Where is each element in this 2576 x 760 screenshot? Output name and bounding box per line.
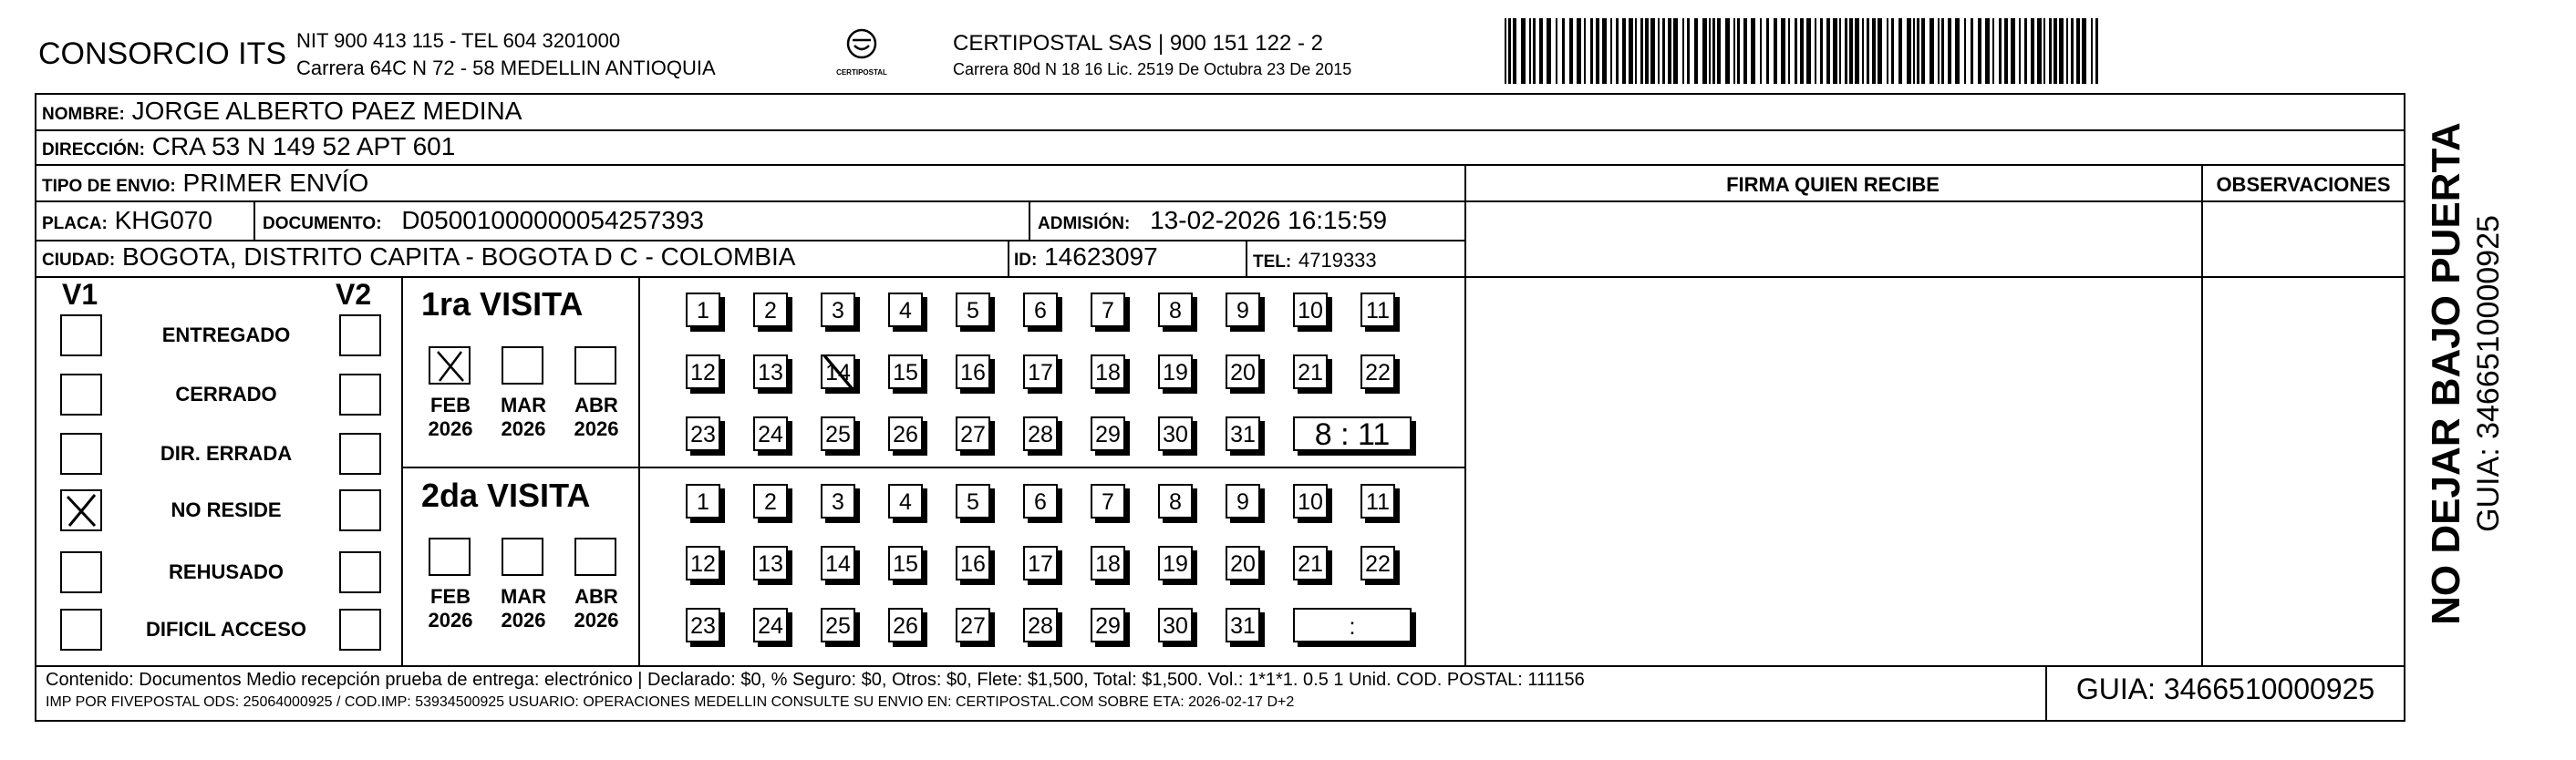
- barcode-bar: [1955, 18, 1960, 84]
- barcode-bar: [1815, 18, 1816, 84]
- barcode-bar: [1658, 18, 1660, 84]
- barcode-bar: [1992, 18, 1994, 84]
- barcode-bar: [2049, 18, 2052, 84]
- documento-label: DOCUMENTO:: [263, 214, 382, 233]
- ciudad-field: [42, 244, 795, 270]
- nombre-field: [42, 98, 522, 124]
- v1-checkbox-1[interactable]: [60, 314, 102, 356]
- barcode-bar: [1826, 18, 1830, 84]
- day-box[interactable]: 13: [753, 354, 788, 389]
- barcode-bar: [1616, 18, 1619, 84]
- barcode-bar: [1533, 18, 1536, 84]
- barcode-bar: [2054, 18, 2057, 84]
- month-checkbox[interactable]: [574, 346, 616, 385]
- barcode-bar: [1513, 18, 1516, 84]
- month-label: [494, 394, 553, 442]
- v2-checkbox-2[interactable]: [339, 374, 381, 416]
- day-box[interactable]: 17: [1023, 354, 1058, 389]
- observaciones-header: OBSERVACIONES: [2216, 173, 2391, 196]
- barcode-bar: [2091, 18, 2093, 84]
- day-box[interactable]: 9: [1226, 484, 1260, 519]
- day-box[interactable]: 8: [1158, 484, 1193, 519]
- carrier-name: CERTIPOSTAL SAS | 900 151 122 - 2: [953, 31, 1323, 56]
- day-box[interactable]: 10: [1293, 293, 1328, 327]
- tel-value: 4719333: [1298, 249, 1377, 272]
- day-box[interactable]: 28: [1023, 416, 1058, 451]
- firma-header: FIRMA QUIEN RECIBE: [1726, 173, 1940, 196]
- carrier-address: Carrera 80d N 18 16 Lic. 2519 De Octubra 23 De 2015: [953, 60, 1352, 78]
- barcode-bar: [1556, 18, 1557, 84]
- barcode-bar: [1887, 18, 1888, 84]
- day-box[interactable]: 29: [1091, 608, 1125, 642]
- barcode-bar: [1985, 18, 1990, 84]
- day-box[interactable]: 31: [1226, 608, 1260, 642]
- month-year: 2026: [428, 609, 473, 632]
- barcode-bar: [1635, 18, 1637, 84]
- month-checkbox[interactable]: [429, 538, 471, 576]
- month-label: [421, 585, 480, 633]
- day-box[interactable]: 11: [1360, 484, 1395, 519]
- barcode-bar: [1795, 18, 1797, 84]
- day-box[interactable]: 16: [956, 546, 990, 580]
- logo-caption: CERTIPOSTAL: [836, 68, 887, 77]
- barcode-bar: [1596, 18, 1599, 84]
- day-box[interactable]: 24: [753, 608, 788, 642]
- day-box[interactable]: 22: [1360, 354, 1395, 389]
- barcode-bar: [1774, 18, 1777, 84]
- v1-checkbox-5[interactable]: [60, 551, 102, 593]
- barcode-bar: [2024, 18, 2027, 84]
- barcode-bar: [1712, 18, 1715, 84]
- barcode-bar: [1668, 18, 1671, 84]
- reason-label: DIR. ERRADA: [160, 442, 293, 465]
- day-box[interactable]: 25: [821, 608, 855, 642]
- barcode-bar: [1941, 18, 1944, 84]
- month-checkbox[interactable]: [502, 346, 543, 385]
- tel-label: TEL:: [1253, 252, 1292, 272]
- imp-line: IMP POR FIVEPOSTAL ODS: 25064000925 / COD.IMP: 53934500925 USUARIO: OPERACIONES MEDELLIN CONSULTE SU ENVIO EN: CERTIPOSTAL.COM SOBRE ETA: 2026-02-17 D+2: [46, 694, 1295, 710]
- v2-checkbox-1[interactable]: [339, 314, 381, 356]
- month-name: MAR: [500, 585, 547, 608]
- barcode-bar: [1569, 18, 1573, 84]
- placa-label: PLACA:: [42, 214, 108, 233]
- day-box[interactable]: 26: [888, 608, 923, 642]
- day-box[interactable]: 28: [1023, 608, 1058, 642]
- day-box[interactable]: 5: [956, 293, 990, 327]
- barcode-bar: [2059, 18, 2064, 84]
- barcode-bar: [2076, 18, 2080, 84]
- documento-field: [263, 208, 704, 233]
- barcode-bar: [1800, 18, 1804, 84]
- day-box[interactable]: 14: [821, 546, 855, 580]
- month-checkbox[interactable]: [502, 538, 543, 576]
- day-box[interactable]: 20: [1226, 546, 1260, 580]
- v1-checkbox-4[interactable]: [60, 489, 102, 531]
- month-name: ABR: [574, 394, 618, 416]
- barcode-bar: [1709, 18, 1711, 84]
- day-box[interactable]: 12: [686, 546, 720, 580]
- barcode-bar: [1781, 18, 1785, 84]
- barcode-bar: [2019, 18, 2021, 84]
- admision-label: ADMISIÓN:: [1038, 214, 1131, 233]
- x-mark-icon: [62, 491, 100, 529]
- barcode-bar: [1682, 18, 1684, 84]
- day-box[interactable]: 25: [821, 416, 855, 451]
- barcode-bar: [2004, 18, 2008, 84]
- day-box[interactable]: 14: [821, 354, 855, 389]
- day-box[interactable]: 15: [888, 354, 923, 389]
- barcode-bar: [1687, 18, 1690, 84]
- month-checkbox[interactable]: [574, 538, 616, 576]
- day-box[interactable]: 27: [956, 608, 990, 642]
- v1-checkbox-6[interactable]: [60, 609, 102, 651]
- barcode-bar: [1521, 18, 1526, 84]
- direccion-label: DIRECCIÓN:: [42, 140, 145, 159]
- visit-title: 2da VISITA: [421, 477, 591, 514]
- barcode-bar: [1562, 18, 1565, 84]
- time-box[interactable]: 8 : 11: [1293, 416, 1412, 451]
- day-box[interactable]: 8: [1158, 293, 1193, 327]
- v2-checkbox-6[interactable]: [339, 609, 381, 651]
- day-box[interactable]: 18: [1091, 354, 1125, 389]
- id-value: 14623097: [1044, 242, 1158, 271]
- company-nit: NIT 900 413 115 - TEL 604 3201000: [296, 29, 621, 52]
- day-box[interactable]: 2: [753, 293, 788, 327]
- placa-value: KHG070: [114, 206, 212, 234]
- day-box[interactable]: 21: [1293, 546, 1328, 580]
- v1-checkbox-3[interactable]: [60, 433, 102, 475]
- reason-label: DIFICIL ACCESO: [145, 618, 306, 641]
- day-box[interactable]: 6: [1023, 484, 1058, 519]
- reason-label: NO RESIDE: [171, 498, 282, 521]
- day-box[interactable]: 13: [753, 546, 788, 580]
- month-name: MAR: [500, 394, 547, 416]
- placa-field: [42, 208, 212, 233]
- barcode-bar: [2082, 18, 2086, 84]
- barcode-bar: [2011, 18, 2015, 84]
- barcode-bar: [1645, 18, 1649, 84]
- barcode-bar: [1839, 18, 1841, 84]
- nombre-value: JORGE ALBERTO PAEZ MEDINA: [131, 97, 522, 125]
- reason-label: REHUSADO: [169, 560, 284, 583]
- barcode-bar: [1921, 18, 1925, 84]
- month-name: FEB: [430, 585, 471, 608]
- barcode-bar: [1845, 18, 1847, 84]
- contenido-line: Contenido: Documentos Medio recepción prueba de entrega: electrónico | Declarado: $0, % Seguro: $0, Otros: $0, Flete: $1,500, Total: $1,500. Vol.: 1*1*1. 0.5 1 Unid. COD. POSTAL: 111156: [46, 670, 1585, 690]
- barcode-bar: [1788, 18, 1790, 84]
- day-box[interactable]: 9: [1226, 293, 1260, 327]
- day-box[interactable]: 23: [686, 416, 720, 451]
- barcode-bar: [1725, 18, 1730, 84]
- day-box[interactable]: 30: [1158, 416, 1193, 451]
- reason-label: ENTREGADO: [161, 324, 291, 346]
- barcode-bar: [2066, 18, 2068, 84]
- barcode-bar: [1702, 18, 1707, 84]
- day-box[interactable]: 1: [686, 293, 720, 327]
- barcode-bar: [1849, 18, 1853, 84]
- month-label: [567, 585, 626, 633]
- no-dejar-warning: NO DEJAR BAJO PUERTA: [2424, 122, 2468, 625]
- tel-field: [1253, 246, 1377, 272]
- barcode: [1505, 18, 2106, 88]
- company-name: CONSORCIO ITS: [38, 36, 287, 71]
- barcode-bar: [1590, 18, 1593, 84]
- barcode-bar: [1766, 18, 1769, 84]
- tipo-envio-value: PRIMER ENVÍO: [182, 169, 369, 197]
- barcode-bar: [1938, 18, 1940, 84]
- barcode-bar: [1662, 18, 1665, 84]
- id-label: ID:: [1014, 251, 1038, 270]
- visit-title: 1ra VISITA: [421, 285, 584, 323]
- month-year: 2026: [501, 609, 546, 632]
- v1-checkbox-2[interactable]: [60, 374, 102, 416]
- admision-value: 13-02-2026 16:15:59: [1150, 206, 1388, 234]
- day-box[interactable]: 21: [1293, 354, 1328, 389]
- barcode-bar: [1505, 18, 1506, 84]
- day-box[interactable]: 26: [888, 416, 923, 451]
- direccion-value: CRA 53 N 149 52 APT 601: [151, 132, 456, 160]
- barcode-bar: [1872, 18, 1876, 84]
- month-checkbox[interactable]: [429, 346, 471, 385]
- day-box[interactable]: 7: [1091, 484, 1125, 519]
- month-label: [494, 585, 553, 633]
- day-box[interactable]: 6: [1023, 293, 1058, 327]
- month-name: FEB: [430, 394, 471, 416]
- reason-label: CERRADO: [175, 383, 277, 406]
- ciudad-label: CIUDAD:: [42, 251, 116, 270]
- barcode-bar: [1610, 18, 1612, 84]
- month-name: ABR: [574, 585, 618, 608]
- barcode-bar: [1733, 18, 1735, 84]
- day-box[interactable]: 5: [956, 484, 990, 519]
- month-year: 2026: [428, 417, 473, 441]
- day-box[interactable]: 24: [753, 416, 788, 451]
- barcode-bar: [1717, 18, 1721, 84]
- barcode-bar: [1878, 18, 1882, 84]
- barcode-bar: [1948, 18, 1951, 84]
- time-box[interactable]: :: [1293, 608, 1412, 642]
- day-box[interactable]: 11: [1360, 293, 1395, 327]
- day-box[interactable]: 16: [956, 354, 990, 389]
- side-text: [2416, 109, 2544, 638]
- barcode-bar: [1867, 18, 1869, 84]
- barcode-bar: [1602, 18, 1607, 84]
- barcode-bar: [2031, 18, 2034, 84]
- company-address: Carrera 64C N 72 - 58 MEDELLIN ANTIOQUIA: [296, 56, 716, 79]
- barcode-bar: [1833, 18, 1837, 84]
- barcode-bar: [1673, 18, 1678, 84]
- nombre-label: NOMBRE:: [42, 105, 125, 124]
- month-year: 2026: [574, 417, 619, 441]
- barcode-bar: [1584, 18, 1586, 84]
- day-box[interactable]: 7: [1091, 293, 1125, 327]
- day-box[interactable]: 23: [686, 608, 720, 642]
- tipo-envio-label: TIPO DE ENVIO:: [42, 177, 176, 196]
- barcode-bar: [1913, 18, 1915, 84]
- month-year: 2026: [574, 609, 619, 632]
- barcode-bar: [1898, 18, 1902, 84]
- v1-label: V1: [62, 278, 98, 311]
- barcode-bar: [1971, 18, 1973, 84]
- barcode-bar: [1820, 18, 1823, 84]
- month-year: 2026: [501, 417, 546, 441]
- barcode-bar: [1650, 18, 1655, 84]
- day-box[interactable]: 20: [1226, 354, 1260, 389]
- month-label: [567, 394, 626, 442]
- barcode-bar: [2037, 18, 2042, 84]
- barcode-bar: [1999, 18, 2002, 84]
- day-box[interactable]: 30: [1158, 608, 1193, 642]
- v2-label: V2: [336, 278, 372, 311]
- barcode-bar: [1891, 18, 1894, 84]
- day-box[interactable]: 3: [821, 484, 855, 519]
- barcode-bar: [1751, 18, 1755, 84]
- guia-box: GUIA: 3466510000925: [2075, 673, 2375, 705]
- day-box[interactable]: 18: [1091, 546, 1125, 580]
- day-box[interactable]: 4: [888, 484, 923, 519]
- barcode-bar: [1907, 18, 1911, 84]
- barcode-bar: [1577, 18, 1581, 84]
- side-guia: GUIA: 3466510000925: [2471, 215, 2506, 532]
- barcode-bar: [1743, 18, 1747, 84]
- barcode-bar: [1640, 18, 1643, 84]
- barcode-bar: [1760, 18, 1762, 84]
- v2-checkbox-5[interactable]: [339, 551, 381, 593]
- barcode-bar: [1917, 18, 1919, 84]
- day-box[interactable]: 4: [888, 293, 923, 327]
- certipostal-logo-icon: [834, 27, 889, 64]
- barcode-bar: [1529, 18, 1531, 84]
- id-field: [1014, 244, 1158, 270]
- barcode-bar: [1622, 18, 1626, 84]
- day-box[interactable]: 31: [1226, 416, 1260, 451]
- day-box[interactable]: 19: [1158, 546, 1193, 580]
- tipo-envio-field: [42, 170, 368, 196]
- barcode-graphic: [1505, 18, 2106, 84]
- day-box[interactable]: 2: [753, 484, 788, 519]
- barcode-bar: [1806, 18, 1811, 84]
- day-box[interactable]: 19: [1158, 354, 1193, 389]
- barcode-bar: [1508, 18, 1511, 84]
- v2-checkbox-3[interactable]: [339, 433, 381, 475]
- direccion-field: [42, 134, 455, 159]
- day-box[interactable]: 12: [686, 354, 720, 389]
- day-box[interactable]: 3: [821, 293, 855, 327]
- barcode-bar: [1964, 18, 1966, 84]
- barcode-bar: [2095, 18, 2098, 84]
- ciudad-value: BOGOTA, DISTRITO CAPITA - BOGOTA D C - COLOMBIA: [122, 242, 796, 271]
- barcode-bar: [1539, 18, 1543, 84]
- x-mark-icon: [430, 348, 469, 385]
- admision-field: [1038, 208, 1387, 233]
- barcode-bar: [1737, 18, 1740, 84]
- barcode-bar: [1862, 18, 1864, 84]
- day-box[interactable]: 10: [1293, 484, 1328, 519]
- barcode-bar: [1694, 18, 1698, 84]
- month-label: [421, 394, 480, 442]
- day-box[interactable]: 1: [686, 484, 720, 519]
- barcode-bar: [2043, 18, 2045, 84]
- barcode-bar: [2071, 18, 2074, 84]
- day-box[interactable]: 22: [1360, 546, 1395, 580]
- day-box[interactable]: 15: [888, 546, 923, 580]
- day-box[interactable]: 27: [956, 416, 990, 451]
- day-box[interactable]: 29: [1091, 416, 1125, 451]
- barcode-bar: [1855, 18, 1859, 84]
- v2-checkbox-4[interactable]: [339, 489, 381, 531]
- barcode-bar: [1929, 18, 1934, 84]
- barcode-bar: [1629, 18, 1633, 84]
- documento-value: D05001000000054257393: [401, 206, 704, 234]
- barcode-bar: [1547, 18, 1551, 84]
- certipostal-logo: [834, 27, 889, 82]
- day-box[interactable]: 17: [1023, 546, 1058, 580]
- barcode-bar: [1978, 18, 1981, 84]
